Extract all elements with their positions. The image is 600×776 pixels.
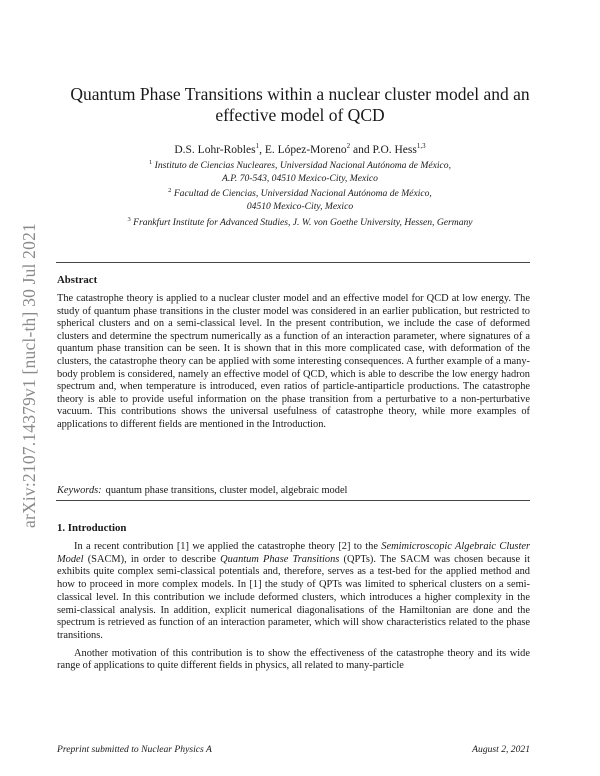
paper-title: Quantum Phase Transitions within a nuclear cluster model and an effective model of QCD (70, 84, 530, 125)
author-name: D.S. Lohr-Robles (174, 143, 256, 156)
affiliation (60, 185, 540, 201)
section-heading-introduction: 1. Introduction (57, 522, 127, 534)
abstract-top-rule (56, 262, 530, 263)
author-name: E. López-Moreno (264, 143, 347, 156)
affiliation (60, 214, 540, 230)
footer-date: August 2, 2021 (472, 744, 530, 755)
affiliation-line: Facultad de Ciencias, Universidad Nacional Autónoma de México, (173, 188, 432, 200)
paragraph (57, 541, 530, 643)
keywords (57, 485, 530, 498)
emphasis-qpt: Quantum Phase Transitions (220, 553, 340, 565)
affiliation-line: Frankfurt Institute for Advanced Studies, J. W. von Goethe University, Hessen, Germany (133, 216, 473, 228)
text-run: In a recent contribution [1] we applied the catastrophe theory [2] to the (74, 541, 382, 552)
keywords-text: quantum phase transitions, cluster model, algebraic model (105, 485, 348, 496)
author-separator: , (259, 143, 265, 156)
affiliation-list (60, 157, 540, 230)
arxiv-stamp (9, 205, 49, 545)
text-run: (QPTs). The SACM was chosen because it exhibits quite complex semi-classical potentials and, therefore, serves as a test-bed for the applied method and how to proceed in more complex models. In [1] the study of QPTs was limited to spherical clusters on a semi-classical level. In this contribution we include deformed clusters, which introduces a higher complexity in the semi-classical analysis. In addition, explicit numerical diagonalisations of the Hamiltonian are done and the spectrum is retrieved as function of an interaction parameter, which will show characteristics related to the phase transitions. (57, 553, 530, 641)
footer-preprint-note: Preprint submitted to Nuclear Physics A (57, 744, 212, 755)
abstract-heading: Abstract (57, 274, 98, 286)
author-affiliation-mark: 1,3 (416, 142, 426, 150)
affiliation-line: A.P. 70-543, 04510 Mexico-City, Mexico (222, 172, 378, 184)
keywords-label: Keywords: (57, 485, 102, 496)
author-affiliation-mark: 2 (346, 142, 351, 150)
abstract-bottom-rule (56, 500, 530, 501)
affiliation (60, 157, 540, 173)
paragraph: Another motivation of this contribution is to show the effectiveness of the catastrophe theory and its wide range of applications to quite different fields in physics, all related to many-particle (57, 647, 530, 672)
page-footer (57, 744, 530, 755)
abstract-text: The catastrophe theory is applied to a nuclear cluster model and an effective model for QCD at low energy. The study of quantum phase transitions in the cluster model was considered in an earlier publication, but restricted to spherical clusters and on a semi-classical level. In the present contribution, we include the case of deformed clusters and determine the spectrum numerically as a function of an interaction parameter, where signatures of a quantum phase transition can be seen. It is shown that in this more complicated case, with deformation of the clusters, the catastrophe theory can be applied with some interesting consequences. A further example of a many-body problem is considered, namely an effective model of QCD, which is able to describe the low energy hadron spectrum and, when temperature is introduced, even ratios of particle-antiparticle productions. The catastrophe theory is able to provide useful information on the phase transition from a perturbative to a non-perturbative vacuum. This contributions shows the universal usefulness of catastrophe theory, while more examples of applications to different fields are mentioned in the Introduction. (57, 293, 530, 430)
affiliation-number: 2 (168, 187, 172, 195)
author-affiliation-mark: 1 (255, 142, 260, 150)
affiliation-line: Instituto de Ciencias Nucleares, Universidad Nacional Autónoma de México, (154, 160, 451, 172)
author-list (60, 139, 540, 157)
author-separator: and (350, 143, 373, 156)
text-run: (SACM), in order to describe (83, 553, 221, 565)
emphasis-model-name: Semimicroscopic Algebraic Cluster Model (57, 541, 530, 565)
affiliation-line: 04510 Mexico-City, Mexico (246, 201, 354, 213)
arxiv-identifier[interactable]: arXiv:2107.14379v1 [nucl-th] 30 Jul 2021 (18, 222, 39, 528)
affiliation-number: 3 (127, 215, 131, 223)
introduction-body (57, 541, 530, 673)
affiliation-number: 1 (149, 159, 153, 166)
author-name: P.O. Hess (372, 143, 417, 156)
